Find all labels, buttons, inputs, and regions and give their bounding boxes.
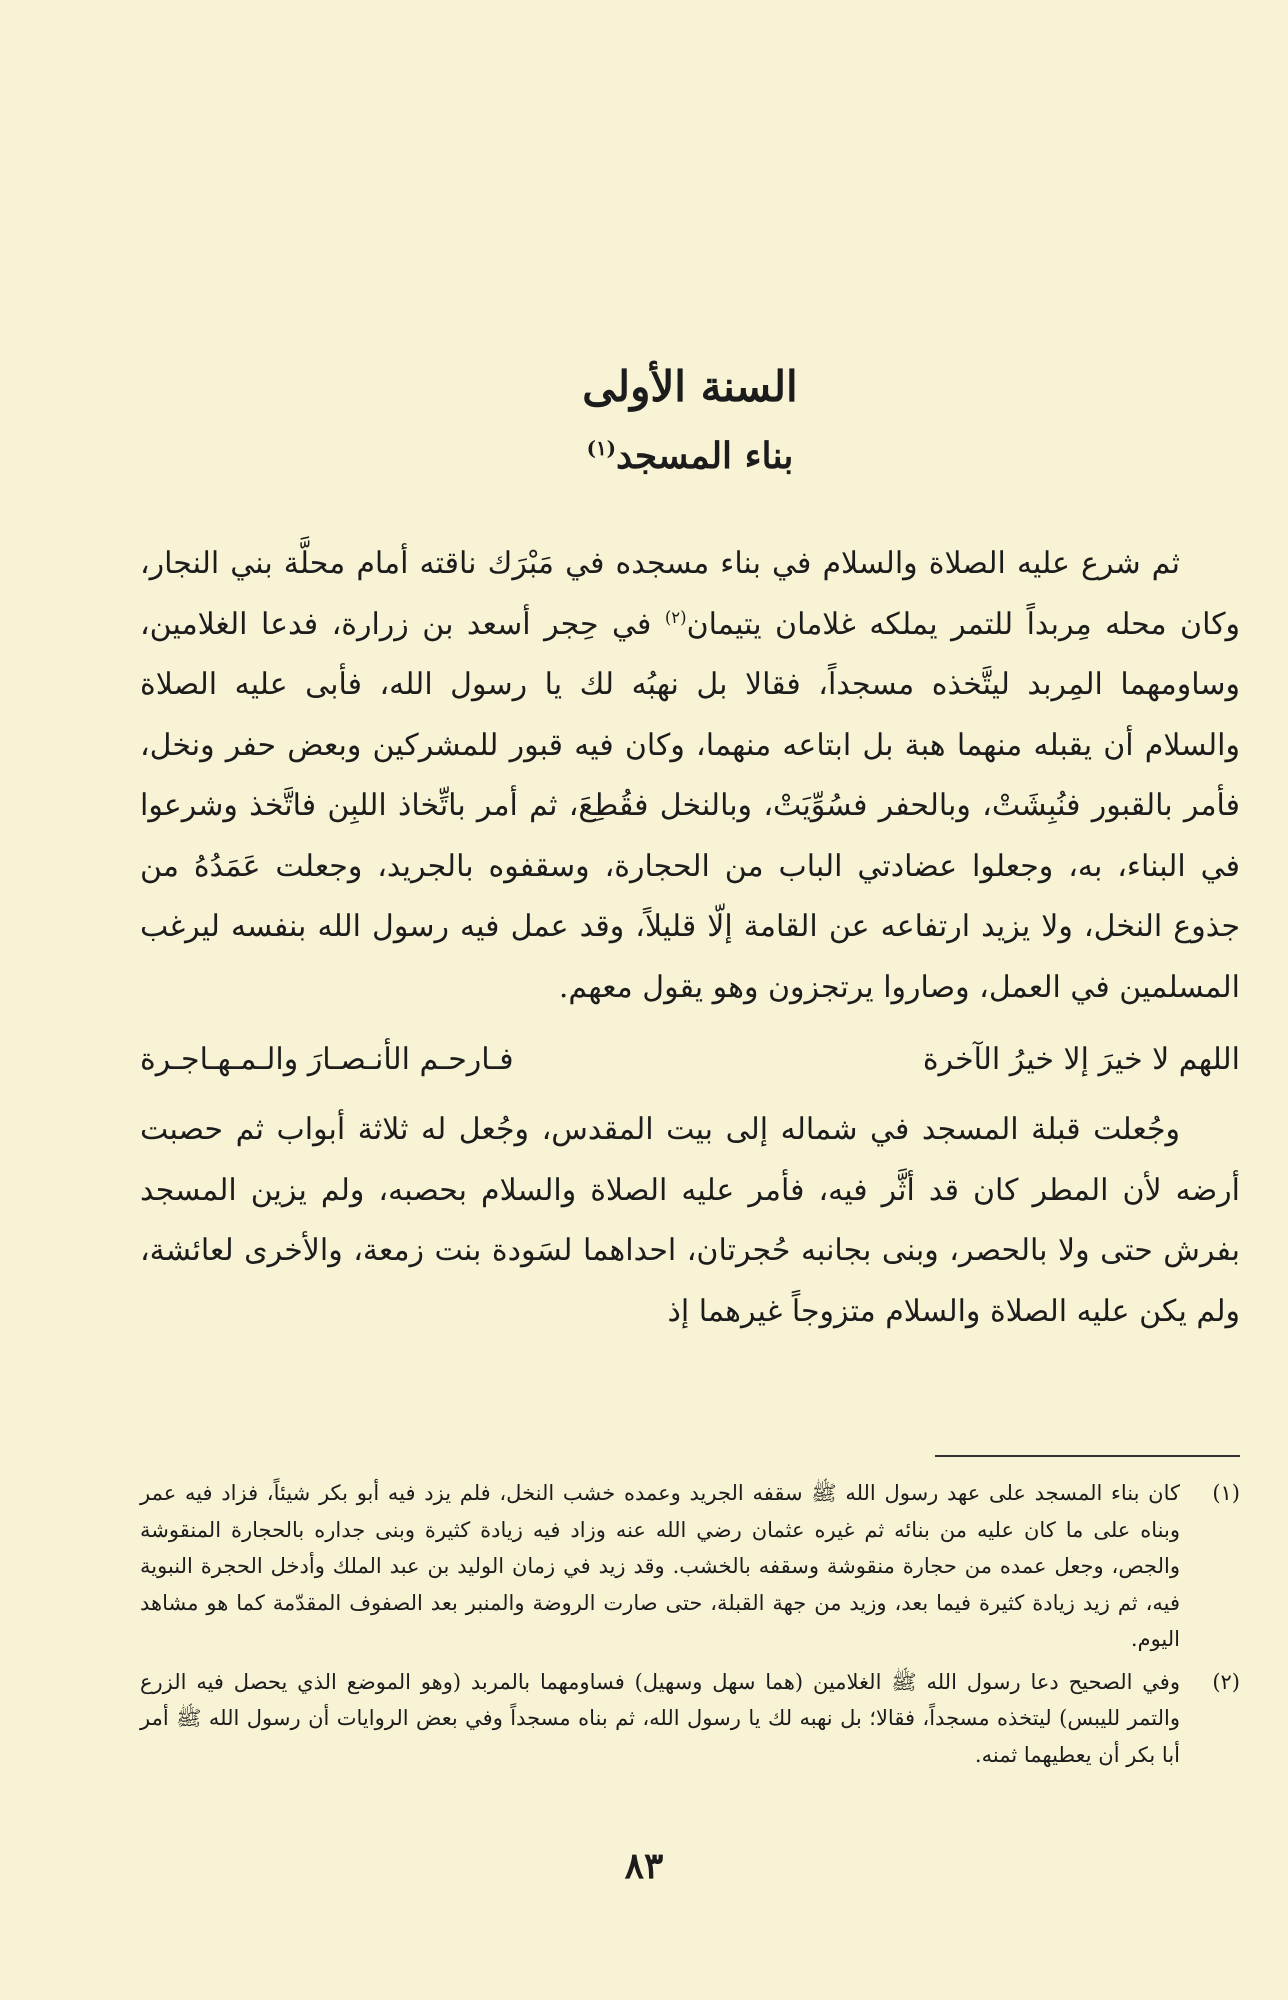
footnote-number: (١) <box>1212 1481 1240 1505</box>
main-content <box>140 360 1240 1342</box>
footnote-text: كان بناء المسجد على عهد رسول الله ﷺ سقفه الجريد وعمده خشب النخل، فلم يزد فيه أبو بكر شيئاً، فزاد فيه عمر وبناه على ما كان عليه من بنائه ثم غيره عثمان رضي الله عنه وزاد فيه زيادة كثيرة وبنى جداره بالحجارة المنقوشة والجص، وجعل عمده من حجارة منقوشة وسقفه بالخشب. وقد زيد في زمان الوليد بن عبد الملك وأدخل الحجرة النبوية فيه، ثم زيد زيادة كثيرة فيما بعد، وزيد من جهة القبلة، حتى صارت الروضة والمنبر بعد الصفوف المقدّمة كما هو مشاهد اليوم. <box>140 1481 1180 1651</box>
footnote-text: وفي الصحيح دعا رسول الله ﷺ الغلامين (هما سهل وسهيل) فساومهما بالمربد (وهو الموضع الذي يحصل فيه الزرع والتمر لليبس) ليتخذه مسجداً، فقالا؛ بل نهبه لك يا رسول الله، ثم بناه مسجداً وفي بعض الروايات أن رسول الله ﷺ أمر أبا بكر أن يعطيهما ثمنه. <box>140 1669 1180 1767</box>
chapter-title: السنة الأولى <box>582 362 798 411</box>
section-title-text: بناء المسجد <box>616 434 794 477</box>
page-number: ٨٣ <box>624 1845 664 1887</box>
footnote-ref-2[interactable]: (٢) <box>664 607 687 627</box>
paragraph-1-part-b: في حِجر أسعد بن زرارة، فدعا الغلامين، وساومهما المِربد ليتَّخذه مسجداً، فقالا بل نهبُه لك يا رسول الله، فأبى عليه الصلاة والسلام أن يقبله منهما هبة بل ابتاعه منهما، وكان فيه قبور للمشركين وبعض حفر ونخل، فأمر بالقبور فنُبِشَتْ، وبالحفر فسُوِّيَتْ، وبالنخل فقُطِعَ، ثم أمر باتِّخاذ اللبِن فاتَّخذ وشرعوا في البناء، به، وجعلوا عضادتي الباب من الحجارة، وسقفوه بالجريد، وجعلت عَمَدُهُ من جذوع النخل، ولا يزيد ارتفاعه عن القامة إلّا قليلاً، وقد عمل فيه رسول الله بنفسه ليرغب المسلمين في العمل، وصاروا يرتجزون وهو يقول معهم. <box>140 606 1240 1005</box>
paragraph-1 <box>140 534 1240 1018</box>
verse-second-hemistich: فـارحـم الأنـصـارَ والـمـهـاجـرة <box>140 1042 514 1078</box>
paragraph-1-part-a: ثم شرع عليه الصلاة والسلام في بناء مسجده في مَبْرَك ناقته أمام محلَّة بني النجار، وكان محله مِربداً للتمر يملكه غلامان يتيمان <box>140 546 1240 642</box>
footnote-number: (٢) <box>1212 1669 1240 1694</box>
footnotes <box>140 1475 1240 1779</box>
footnote-2 <box>140 1664 1240 1774</box>
verse-first-hemistich: اللهم لا خيرَ إلا خيرُ الآخرة <box>922 1042 1240 1078</box>
section-title <box>140 433 1240 480</box>
footnote-1 <box>140 1475 1240 1658</box>
footnote-divider <box>935 1455 1240 1457</box>
footnote-ref-1[interactable]: (١) <box>586 435 616 460</box>
poem-verse <box>140 1030 1240 1090</box>
paragraph-2: وجُعلت قبلة المسجد في شماله إلى بيت المقدس، وجُعل له ثلاثة أبواب ثم حصبت أرضه لأن المطر كان قد أثَّر فيه، فأمر عليه الصلاة والسلام بحصبه، ولم يزين المسجد بفرش حتى ولا بالحصر، وبنى بجانبه حُجرتان، احداهما لسَودة بنت زمعة، والأخرى لعائشة، ولم يكن عليه الصلاة والسلام متزوجاً غيرهما إذ <box>140 1112 1240 1329</box>
